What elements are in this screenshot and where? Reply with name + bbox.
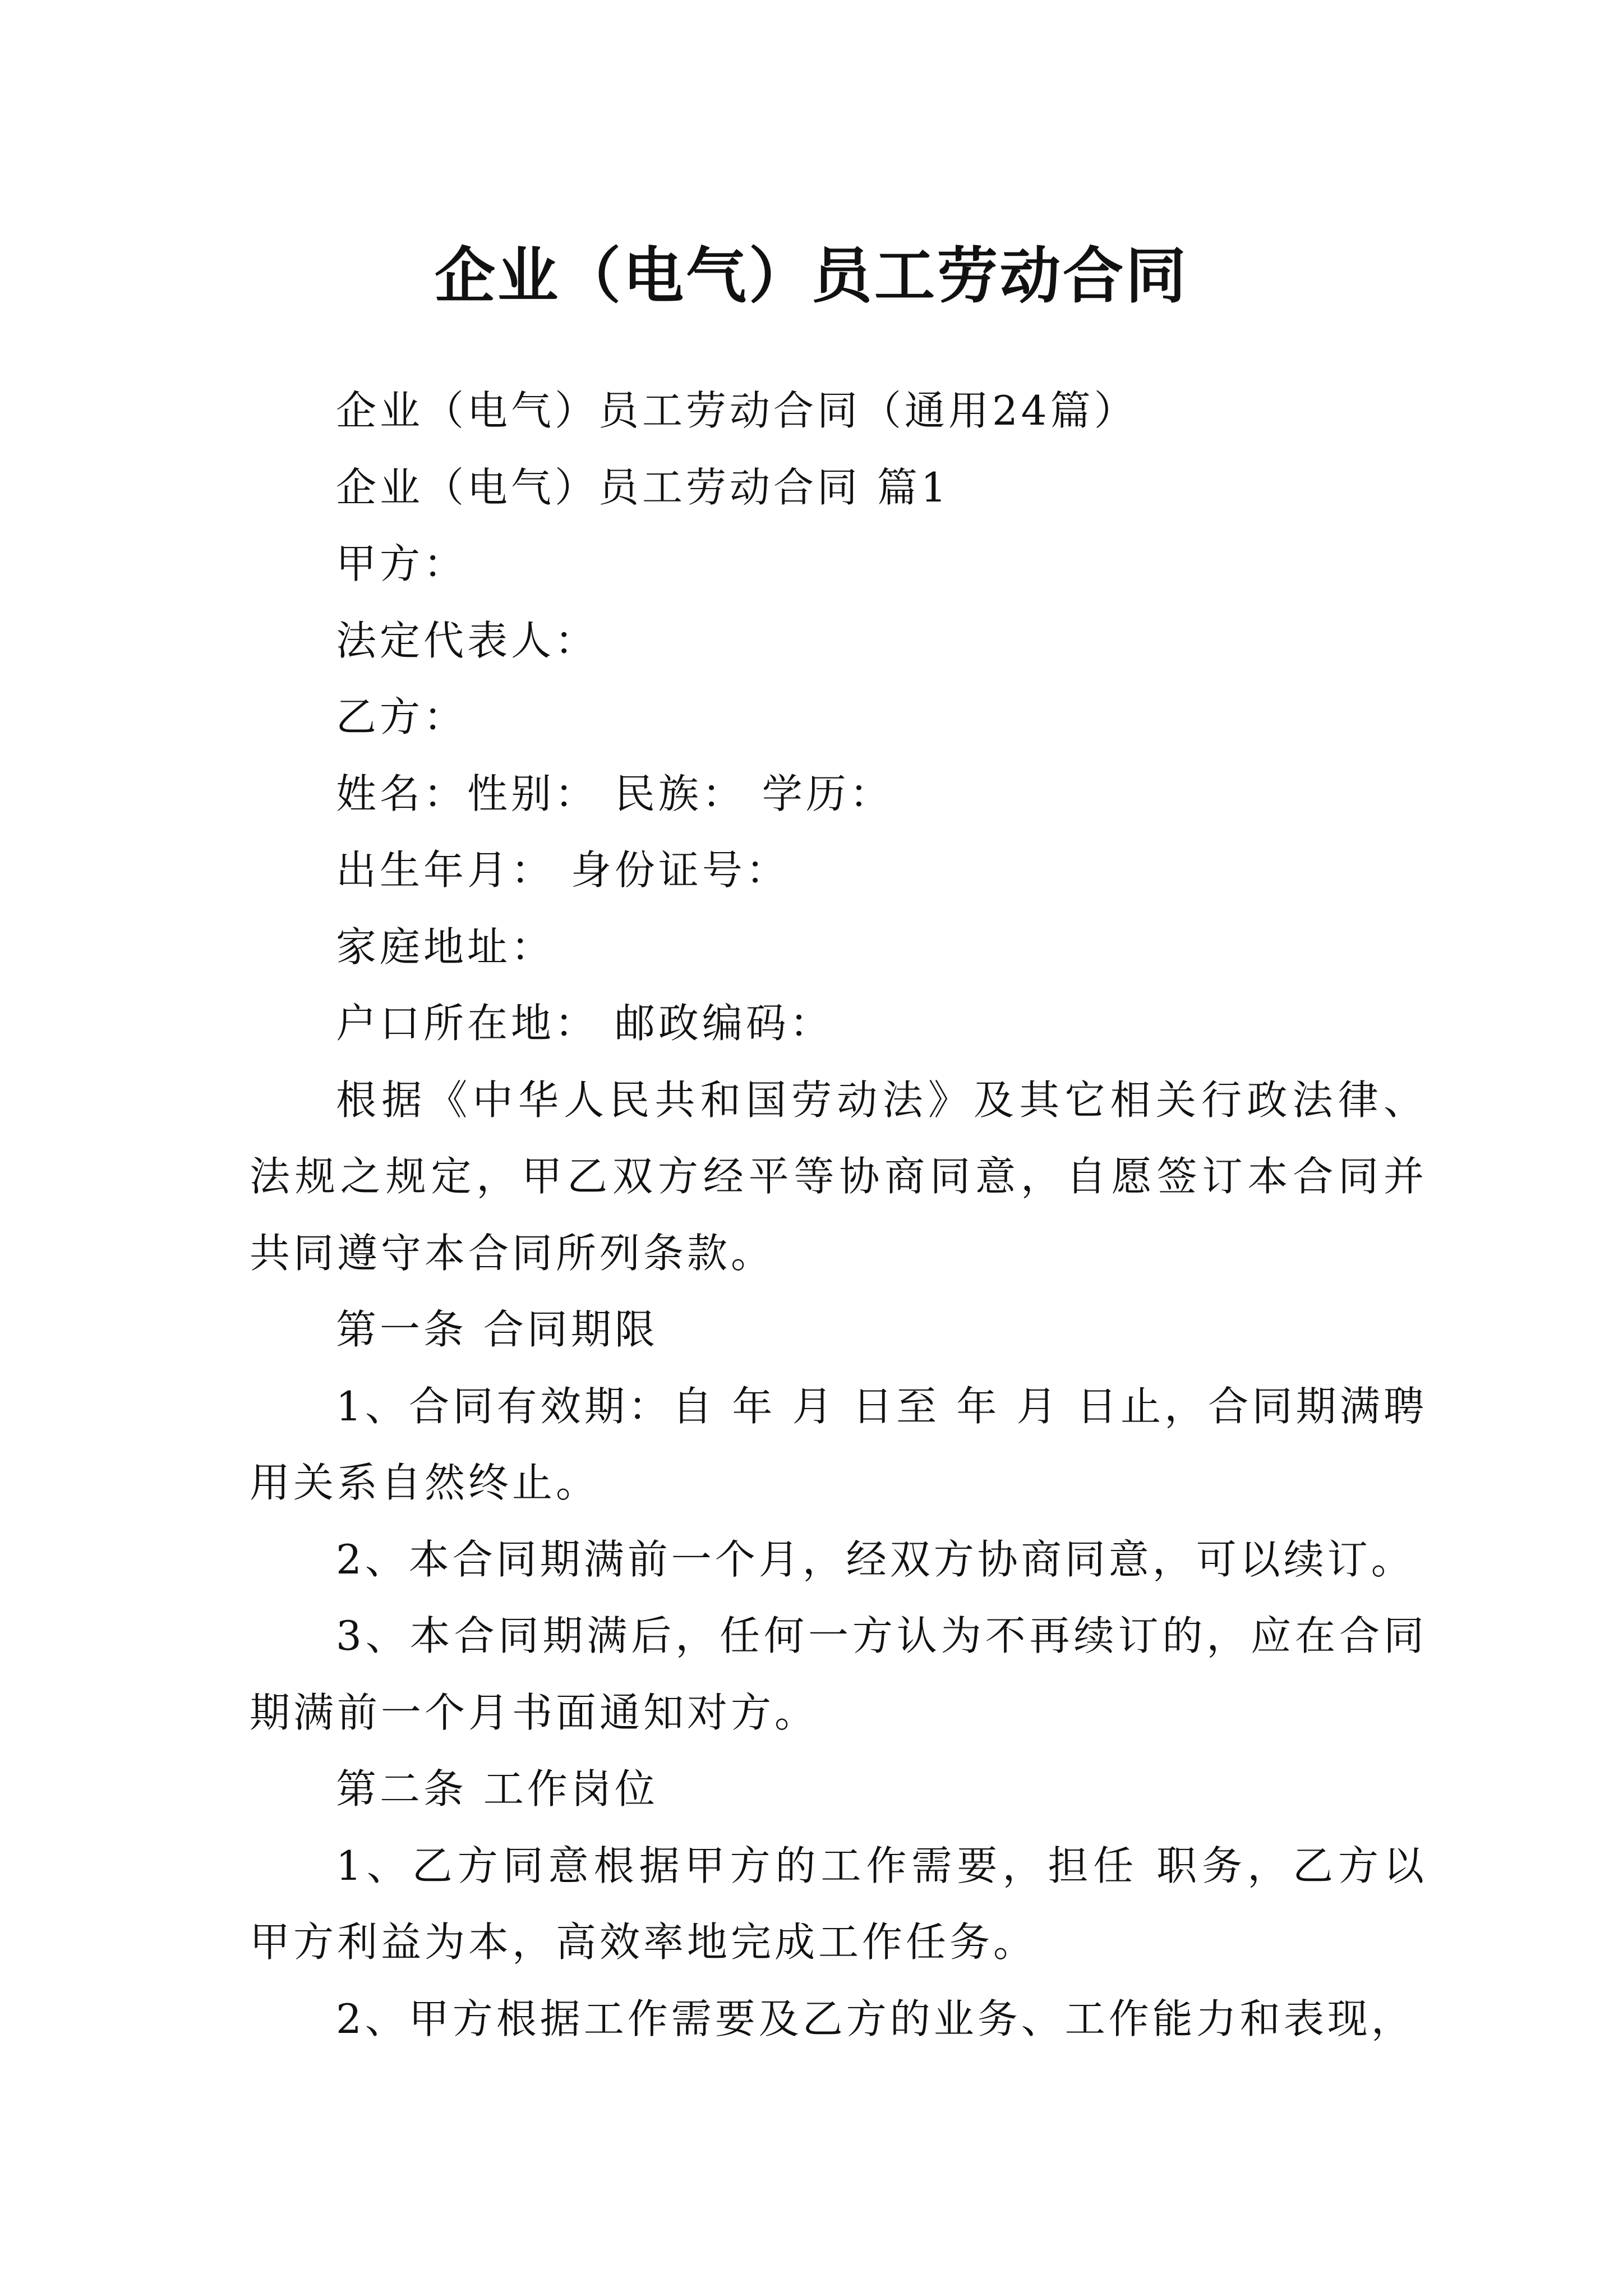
paragraph-clause-1-item-2: 2、本合同期满前一个月，经双方协商同意，可以续订。 [336, 1535, 1415, 1583]
paragraph-article-heading: 企业（电气）员工劳动合同 篇1 [336, 463, 950, 511]
paragraph-clause-2-item-2: 2、甲方根据工作需要及乙方的业务、工作能力和表现， [336, 1995, 1415, 2042]
paragraph-subtitle: 企业（电气）员工劳动合同（通用24篇） [336, 387, 1138, 434]
document-title: 企业（电气）员工劳动合同 [434, 241, 1188, 312]
paragraph-preamble: 根据《中华人民共和国劳动法》及其它相关行政法律、法规之规定，甲乙双方经平等协商同意，自愿签订本合同并共同遵守本合同所列条款。 [250, 1076, 1427, 1277]
paragraph-personal-info: 姓名：性别： 民族： 学历： [336, 770, 893, 817]
paragraph-clause-1-item-3: 3、本合同期满后，任何一方认为不再续订的，应在合同期满前一个月书面通知对方。 [250, 1612, 1427, 1736]
paragraph-party-a: 甲方： [336, 540, 468, 587]
paragraph-clause-2-item-1: 1、乙方同意根据甲方的工作需要，担任 职务，乙方以甲方利益为本，高效率地完成工作任务。 [250, 1842, 1427, 1966]
paragraph-party-b: 乙方： [336, 693, 468, 740]
document-body [250, 372, 1427, 2057]
paragraph-clause-1-heading: 第一条 合同期限 [336, 1306, 658, 1353]
paragraph-clause-2-heading: 第二条 工作岗位 [336, 1765, 658, 1812]
paragraph-legal-representative: 法定代表人： [336, 616, 599, 664]
paragraph-birth-id: 出生年月： 身份证号： [336, 846, 790, 894]
paragraph-registration: 户口所在地： 邮政编码： [336, 1000, 833, 1047]
paragraph-home-address: 家庭地址： [336, 923, 555, 970]
paragraph-clause-1-item-1: 1、合同有效期：自 年 月 日至 年 月 日止，合同期满聘用关系自然终止。 [250, 1382, 1427, 1506]
